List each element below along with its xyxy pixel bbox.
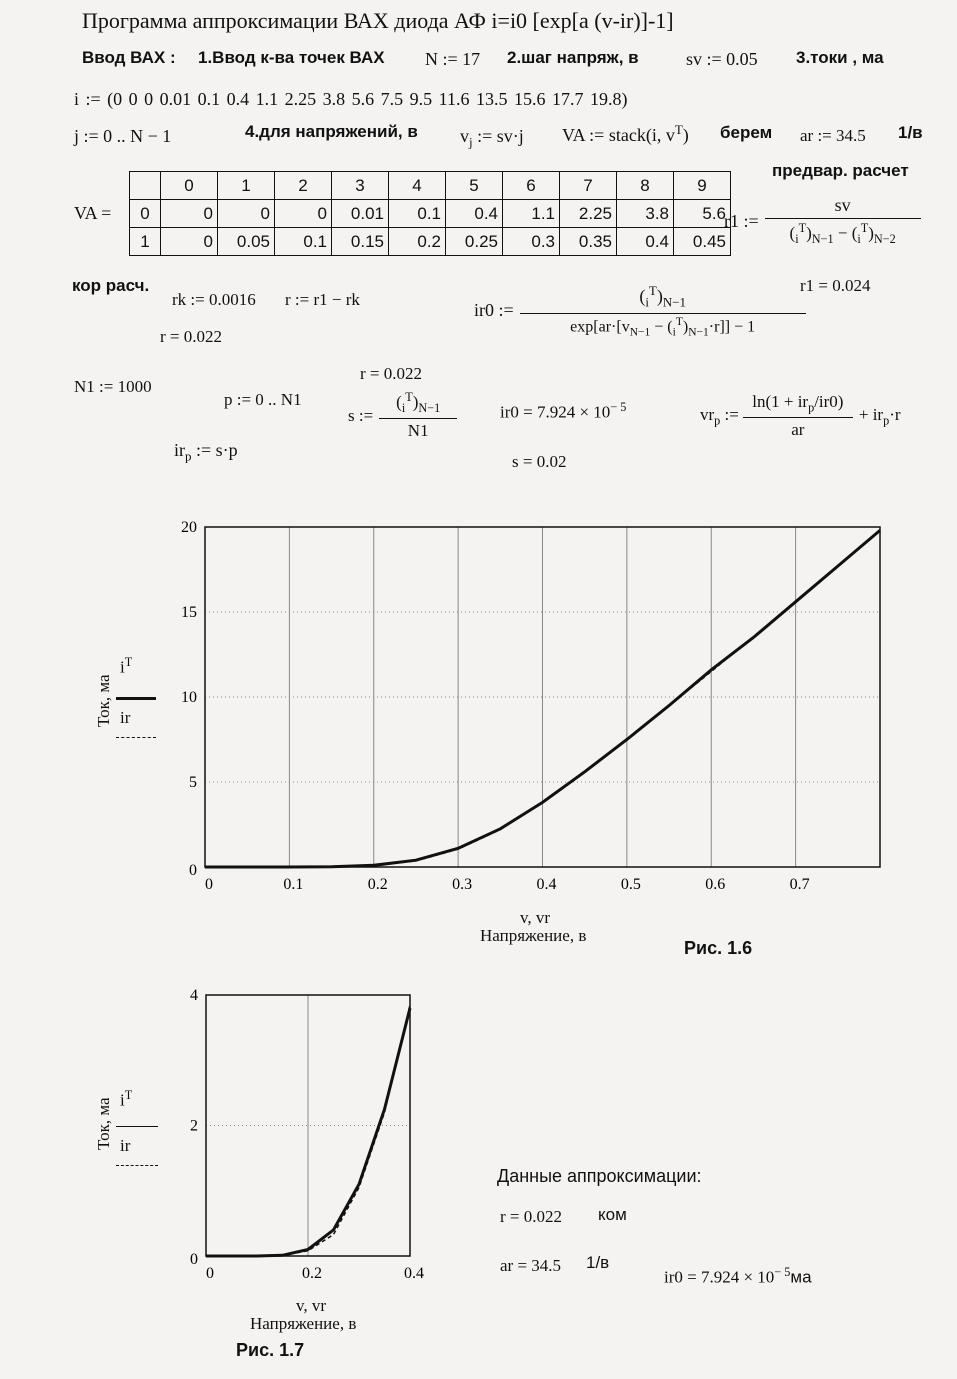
vr-tail: + $ir_p\cdot r$ xyxy=(858,404,901,427)
ir-definition xyxy=(174,440,238,465)
va-cell: 0 xyxy=(275,200,332,228)
fig17-chart xyxy=(170,985,440,1290)
fig16-xvars: v, vr xyxy=(520,908,551,927)
x-tick-label: 0.1 xyxy=(283,876,304,893)
va-col-header: 3 xyxy=(332,172,389,200)
vr-formula xyxy=(700,392,901,440)
fig17-legend-i: i xyxy=(120,1090,125,1110)
va-col-header: 8 xyxy=(617,172,674,200)
fig17-legend-dashed xyxy=(116,1165,158,1166)
fig16-legend-sup: T xyxy=(124,655,133,669)
r1-denominator: $(_i^T)_{N-1} - (_i^T)_{N-2}$ xyxy=(765,218,921,247)
ir0-lhs: ir0 := xyxy=(474,300,514,321)
x-tick-label: 0 xyxy=(205,876,213,893)
input-label: Ввод ВАХ : xyxy=(82,48,176,67)
v-symbol: v xyxy=(460,126,469,146)
va-cell: 3.8 xyxy=(617,200,674,228)
va-cell: 0.01 xyxy=(332,200,389,228)
va-cell: 1.1 xyxy=(503,200,560,228)
fig17-caption: Рис. 1.7 xyxy=(236,1340,305,1360)
ar-expression: ar := 34.5 xyxy=(800,126,866,145)
ir0-result-exp: − 5 xyxy=(610,400,627,414)
va-cell: 2.25 xyxy=(560,200,617,228)
y-tick-label: 5 xyxy=(189,774,197,791)
va-col-header: 5 xyxy=(446,172,503,200)
va-cell: 0 xyxy=(161,200,218,228)
va-cell: 0.3 xyxy=(503,228,560,256)
fig17-legend-top xyxy=(120,1088,132,1111)
r1-result: r1 = 0.024 xyxy=(800,276,871,295)
vr-denominator: ar xyxy=(743,417,853,440)
step1-label: 1.Ввод к-ва точек ВАХ xyxy=(198,48,385,67)
vr-lhs: $vr_p$ := xyxy=(700,404,739,427)
r1-fraction xyxy=(765,195,921,247)
va-cell: 0 xyxy=(161,228,218,256)
fig16-chart xyxy=(150,515,890,905)
fig16-caption: Рис. 1.6 xyxy=(684,938,753,958)
fig17-legend-sup: T xyxy=(124,1088,133,1102)
va-stack-expression xyxy=(562,122,689,146)
va-cell: 0.2 xyxy=(389,228,446,256)
r1-formula xyxy=(724,195,921,247)
ir-symbol: ir xyxy=(174,440,185,460)
summary-r: r = 0.022 xyxy=(500,1207,562,1226)
fig16-legend-i: i xyxy=(120,657,125,677)
step4-label: 4.для напряжений, в xyxy=(245,122,418,141)
title-text: Программа аппроксимации ВАХ диода АФ i=i0 [exp[a (v-ir)]-1] xyxy=(82,8,674,33)
x-tick-label: 0.6 xyxy=(705,876,726,893)
ir-rhs: := s·p xyxy=(195,440,238,460)
fig17-legend-bottom: ir xyxy=(120,1136,131,1155)
n-expression: N := 17 xyxy=(425,49,481,69)
s-result: s = 0.02 xyxy=(512,452,567,471)
va-col-header: 6 xyxy=(503,172,560,200)
ar-unit: 1/в xyxy=(898,123,923,142)
va-cell: 0.35 xyxy=(560,228,617,256)
x-tick-label: 0.3 xyxy=(452,876,473,893)
va-transpose: T xyxy=(674,122,683,137)
fig17-ylabel: Ток, ма xyxy=(94,1097,113,1150)
v-subscript: j xyxy=(469,134,473,150)
vr-fraction xyxy=(743,392,853,440)
summary-ar: ar = 34.5 xyxy=(500,1256,562,1275)
r1-numerator: sv xyxy=(834,195,851,215)
va-row-header: 0 xyxy=(130,200,161,228)
va-cell: 0.15 xyxy=(332,228,389,256)
summary-ir0-exp: − 5 xyxy=(774,1265,791,1279)
y-tick-label: 0 xyxy=(190,1251,198,1268)
summary-title: Данные аппроксимации: xyxy=(497,1166,702,1186)
va-header-row xyxy=(130,172,731,200)
va-close: ) xyxy=(682,125,689,145)
va-cell: 0.1 xyxy=(275,228,332,256)
summary-ir0-base: ir0 = 7.924 × 10 xyxy=(664,1267,775,1287)
va-col-header: 1 xyxy=(218,172,275,200)
summary-ar-unit: 1/в xyxy=(586,1253,610,1272)
vr-numerator: $\ln(1 + ir_p/ir0)$ xyxy=(752,392,844,415)
sv-expression: sv := 0.05 xyxy=(686,49,758,69)
fig17-xlabel: Напряжение, в xyxy=(250,1314,357,1333)
ir0-formula xyxy=(474,283,806,338)
va-cell: 0.25 xyxy=(446,228,503,256)
fig16-legend-top xyxy=(120,655,132,678)
summary-ir0-unit: ма xyxy=(790,1267,812,1287)
v-rhs: := sv·j xyxy=(477,126,524,146)
va-col-header: 4 xyxy=(389,172,446,200)
y-tick-label: 0 xyxy=(189,862,197,879)
va-row-header: 1 xyxy=(130,228,161,256)
va-col-header: 7 xyxy=(560,172,617,200)
x-tick-label: 0.2 xyxy=(302,1265,322,1282)
s-fraction xyxy=(379,390,457,441)
s-denominator: N1 xyxy=(379,418,457,441)
s-lhs: s := xyxy=(348,405,374,425)
va-cell: 0.1 xyxy=(389,200,446,228)
vr-symbol: vr xyxy=(700,404,715,424)
j-range: j := 0 .. N − 1 xyxy=(74,126,172,146)
take-label: берем xyxy=(720,123,773,142)
va-col-header: 9 xyxy=(674,172,731,200)
y-tick-label: 20 xyxy=(181,519,197,536)
rk-expression: rk := 0.0016 xyxy=(172,290,256,309)
va-col-header: 2 xyxy=(275,172,332,200)
x-tick-label: 0 xyxy=(206,1265,214,1282)
fig17-xvars: v, vr xyxy=(296,1296,327,1315)
ir0-denominator: $\exp[ar\cdot[v_{N-1} - (_i^T)_{N-1}\cdot r]] - 1$ xyxy=(520,313,806,339)
prelim-label: предвар. расчет xyxy=(772,161,909,180)
r-result: r = 0.022 xyxy=(160,327,222,346)
r-result-2: r = 0.022 xyxy=(360,364,422,383)
va-row xyxy=(130,228,731,256)
va-corner-cell xyxy=(130,172,161,200)
p-range: p := 0 .. N1 xyxy=(224,390,302,409)
current-vector: i := (0 0 0 0.01 0.1 0.4 1.1 2.25 3.8 5.6 7.5 9.5 11.6 13.5 15.6 17.7 19.8) xyxy=(74,89,628,109)
va-cell: 0.4 xyxy=(446,200,503,228)
va-cell: 0.05 xyxy=(218,228,275,256)
va-matrix xyxy=(129,171,731,256)
va-row xyxy=(130,200,731,228)
va-cell: 0.4 xyxy=(617,228,674,256)
x-tick-label: 0.5 xyxy=(620,876,641,893)
fig16-xlabel: Напряжение, в xyxy=(480,926,587,945)
vr-subscript: p xyxy=(714,412,721,427)
correction-label: кор расч. xyxy=(72,276,150,295)
summary-r-unit: ком xyxy=(598,1205,627,1224)
x-tick-label: 0.4 xyxy=(404,1265,424,1282)
n1-expression: N1 := 1000 xyxy=(74,377,152,396)
ir0-fraction xyxy=(520,283,806,338)
s-numerator: $(_i^T)_{N-1}$ xyxy=(396,390,441,416)
x-tick-label: 0.2 xyxy=(367,876,388,893)
va-col-header: 0 xyxy=(161,172,218,200)
ir0-result xyxy=(500,400,626,423)
va-cell: 5.6 xyxy=(674,200,731,228)
y-tick-label: 15 xyxy=(181,604,197,621)
va-stack-text: VA := stack(i, v xyxy=(562,125,675,145)
vr-tail-text: + ir xyxy=(858,404,884,424)
va-cell: 0.45 xyxy=(674,228,731,256)
summary-ir0 xyxy=(664,1265,812,1288)
step3-label: 3.токи , ма xyxy=(796,48,884,67)
y-tick-label: 10 xyxy=(181,689,197,706)
fig17-legend-solid xyxy=(116,1126,158,1127)
r-expression: r := r1 − rk xyxy=(285,290,360,309)
r1-lhs: r1 := xyxy=(724,210,759,231)
page-title xyxy=(82,8,674,34)
x-tick-label: 0.7 xyxy=(789,876,810,893)
x-tick-label: 0.4 xyxy=(536,876,557,893)
fig16-legend-bottom: ir xyxy=(120,708,131,727)
va-label: VA = xyxy=(74,203,112,223)
y-tick-label: 4 xyxy=(190,987,198,1004)
s-formula xyxy=(348,390,457,441)
ir-subscript: p xyxy=(185,448,192,464)
fig16-ylabel: Ток, ма xyxy=(94,674,113,727)
ir0-numerator: $(_i^T)_{N-1}$ xyxy=(639,283,686,310)
v-definition xyxy=(460,126,524,151)
y-tick-label: 2 xyxy=(190,1117,198,1135)
va-cell: 0 xyxy=(218,200,275,228)
ir0-result-base: ir0 = 7.924 × 10 xyxy=(500,402,611,422)
step2-label: 2.шаг напряж, в xyxy=(507,48,639,67)
